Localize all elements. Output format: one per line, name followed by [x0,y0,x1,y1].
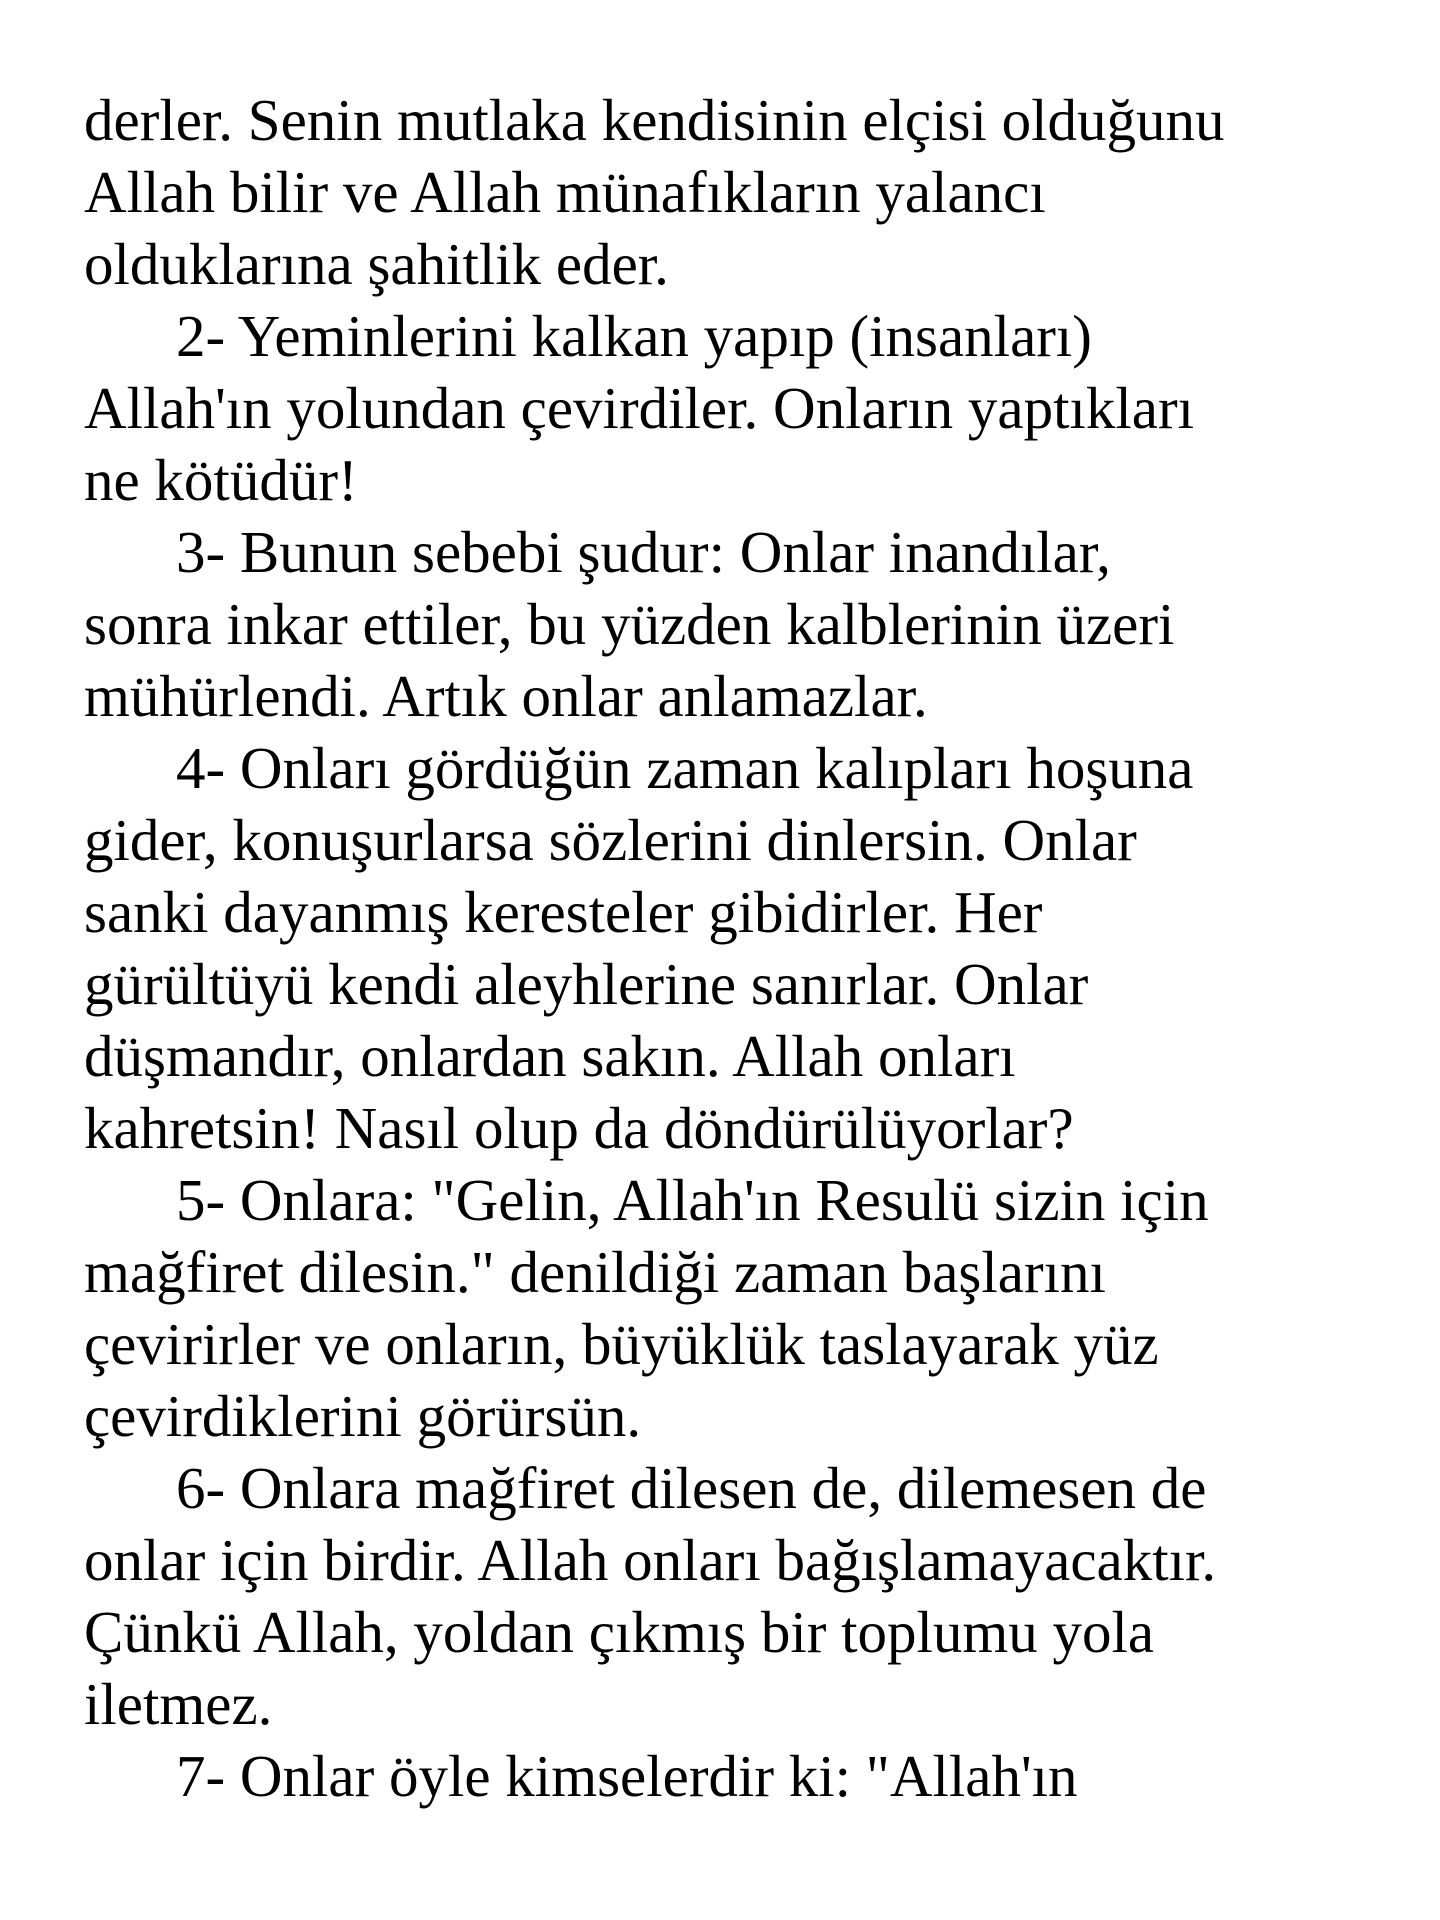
verse-4-start: 4- Onları gördüğün zaman kalıpları hoşuna [176,735,1194,801]
text-line-14: düşmandır, onlardan sakın. Allah onları [84,1023,1016,1089]
text-line-15: kahretsin! Nasıl olup da döndürülüyorlar? [84,1095,1074,1161]
text-line-6: ne kötüdür! [84,447,358,513]
text-line-21: onlar için birdir. Allah onları bağışlamayacaktır. [84,1527,1217,1593]
verse-5-start: 5- Onlara: "Gelin, Allah'ın Resulü sizin için [176,1167,1209,1233]
text-line-8: sonra inkar ettiler, bu yüzden kalblerinin üzeri [84,591,1175,657]
text-line-11: gider, konuşurlarsa sözlerini dinlersin. Onlar [84,807,1137,873]
text-line-2: Allah bilir ve Allah münafıkların yalancı [84,159,1046,225]
verse-3-start: 3- Bunun sebebi şudur: Onlar inandılar, [176,519,1111,585]
verse-7-start: 7- Onlar öyle kimselerdir ki: "Allah'ın [176,1743,1078,1809]
verse-6-start: 6- Onlara mağfiret dilesen de, dilemesen de [176,1455,1207,1521]
text-line-23: iletmez. [84,1671,273,1737]
text-line-18: çevirirler ve onların, büyüklük taslayarak yüz [84,1311,1159,1377]
text-line-3: olduklarına şahitlik eder. [84,231,669,297]
text-line-1: derler. Senin mutlaka kendisinin elçisi olduğunu [84,87,1225,153]
text-line-5: Allah'ın yolundan çevirdiler. Onların yaptıkları [84,375,1195,441]
text-line-17: mağfiret dilesin." denildiği zaman başlarını [84,1239,1106,1305]
text-line-13: gürültüyü kendi aleyhlerine sanırlar. Onlar [84,951,1089,1017]
text-line-12: sanki dayanmış keresteler gibidirler. Her [84,879,1043,945]
verse-2-start: 2- Yeminlerini kalkan yapıp (insanları) [176,303,1092,369]
text-line-19: çevirdiklerini görürsün. [84,1383,642,1449]
text-line-9: mühürlendi. Artık onlar anlamazlar. [84,663,928,729]
text-line-22: Çünkü Allah, yoldan çıkmış bir toplumu yola [84,1599,1155,1665]
body-text [84,84,1384,1812]
